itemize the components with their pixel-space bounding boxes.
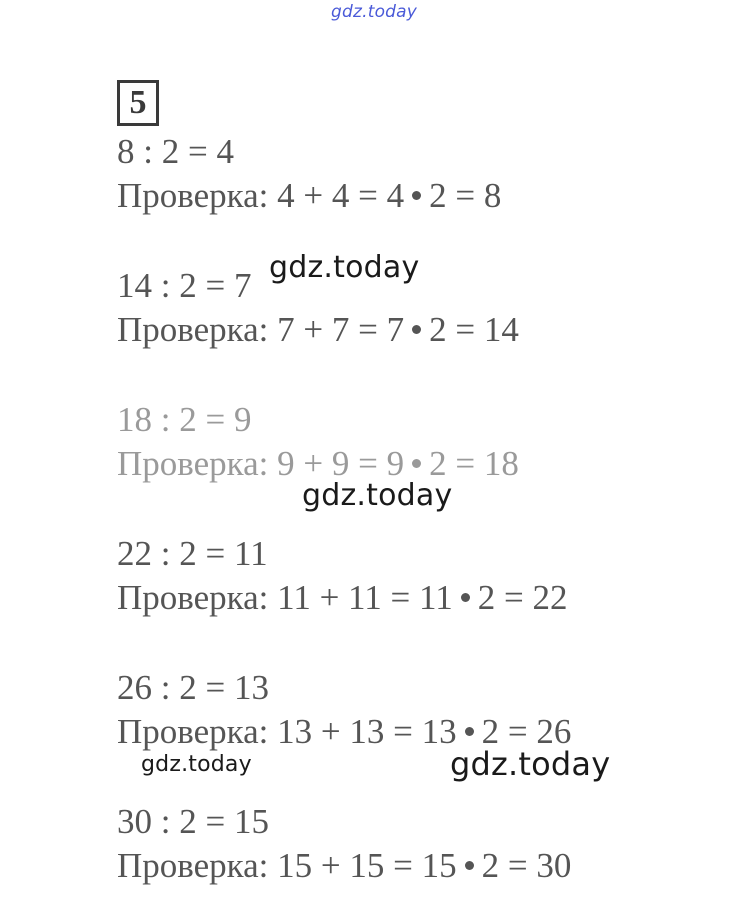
- check-suffix: 2 = 18: [429, 444, 519, 483]
- check-prefix: Проверка: 9 + 9 = 9: [117, 444, 405, 483]
- check-line-3: [117, 446, 519, 481]
- multiply-dot-icon: [412, 459, 421, 468]
- check-suffix: 2 = 14: [429, 310, 519, 349]
- check-line-1: [117, 178, 501, 213]
- division-line-1: 8 : 2 = 4: [117, 132, 234, 171]
- check-prefix: Проверка: 7 + 7 = 7: [117, 310, 405, 349]
- task-number-box: [117, 80, 159, 126]
- division-line-5: 26 : 2 = 13: [117, 668, 269, 707]
- check-suffix: 2 = 8: [429, 176, 502, 215]
- multiply-dot-icon: [461, 593, 470, 602]
- division-line-6: 30 : 2 = 15: [117, 802, 269, 841]
- task-number: 5: [129, 84, 147, 121]
- watermark-3: gdz.today: [141, 752, 252, 777]
- check-suffix: 2 = 30: [481, 846, 572, 885]
- check-line-6: [117, 848, 571, 883]
- watermark-1: gdz.today: [269, 250, 420, 285]
- check-line-5: [117, 714, 571, 749]
- multiply-dot-icon: [412, 325, 421, 334]
- multiply-dot-icon: [465, 861, 474, 870]
- check-prefix: Проверка: 4 + 4 = 4: [117, 176, 405, 215]
- check-suffix: 2 = 26: [481, 712, 572, 751]
- watermark-4: gdz.today: [450, 745, 611, 783]
- multiply-dot-icon: [465, 727, 474, 736]
- check-prefix: Проверка: 11 + 11 = 11: [117, 578, 453, 617]
- check-suffix: 2 = 22: [477, 578, 568, 617]
- multiply-dot-icon: [412, 191, 421, 200]
- check-prefix: Проверка: 13 + 13 = 13: [117, 712, 457, 751]
- division-line-2: 14 : 2 = 7: [117, 266, 252, 305]
- division-line-3: 18 : 2 = 9: [117, 400, 252, 439]
- watermark-2: gdz.today: [302, 478, 453, 513]
- check-line-2: [117, 312, 519, 347]
- watermark-top: gdz.today: [331, 2, 418, 22]
- check-prefix: Проверка: 15 + 15 = 15: [117, 846, 457, 885]
- division-line-4: 22 : 2 = 11: [117, 534, 268, 573]
- check-line-4: [117, 580, 567, 615]
